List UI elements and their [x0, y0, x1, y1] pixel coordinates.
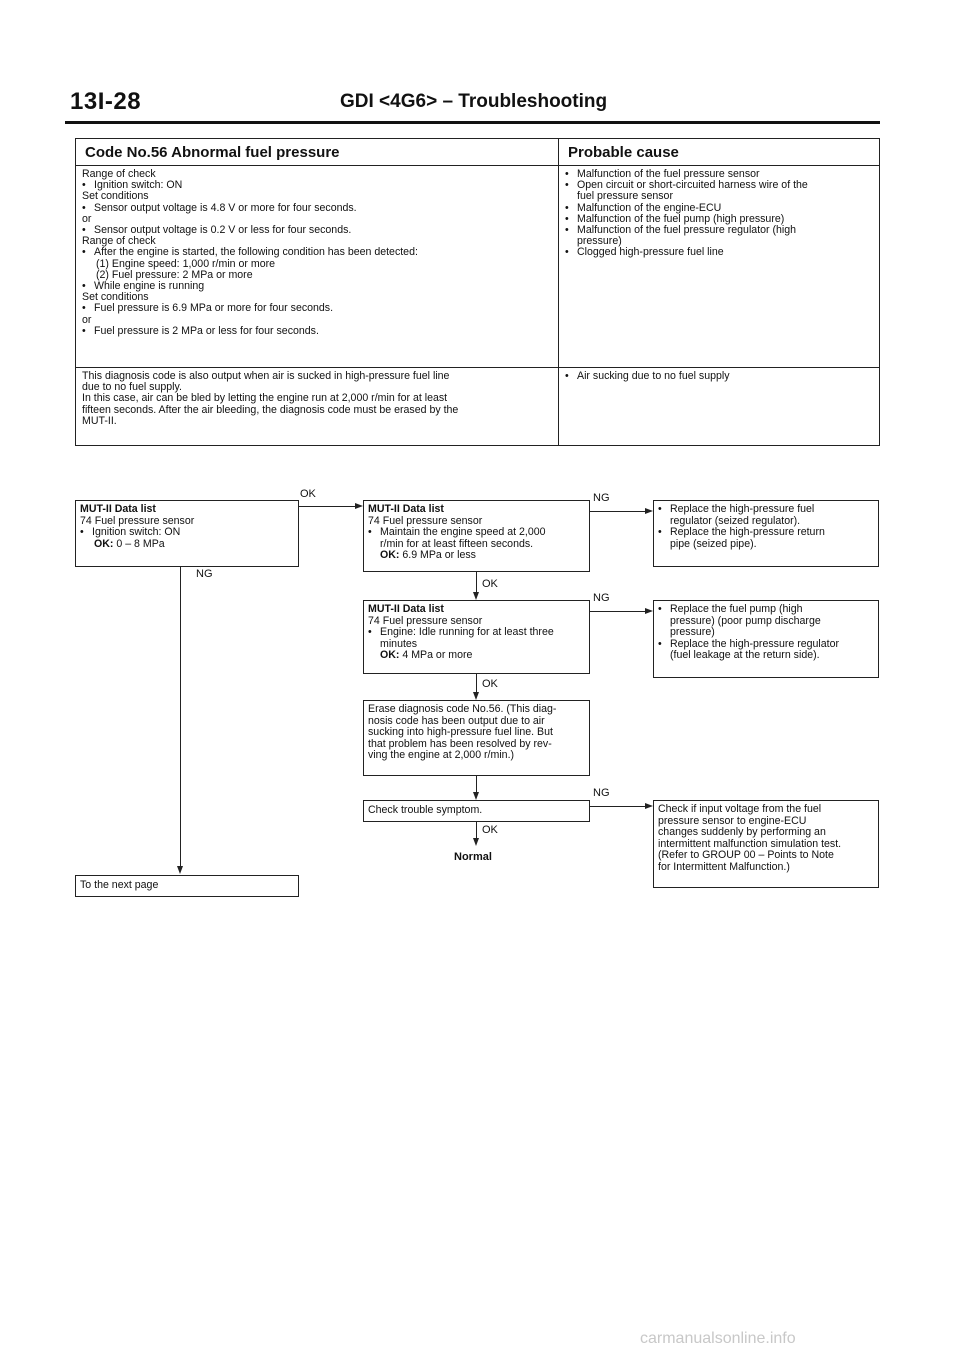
note-line: MUT-II.: [82, 414, 117, 427]
box4-line: ving the engine at 2,000 r/min.): [368, 749, 515, 761]
condition-line: Set conditions: [82, 190, 149, 203]
result-line: pressure) (poor pump discharge: [670, 614, 821, 627]
connector-ng-2: [590, 611, 645, 612]
result-line: pressure sensor to engine-ECU: [658, 814, 807, 827]
header-rule: [65, 121, 880, 124]
result-line: pressure): [670, 626, 715, 638]
normal-result: Normal: [454, 851, 492, 863]
result-line: • Replace the high-pressure regulator: [658, 637, 840, 650]
connector-ok-4: [476, 822, 477, 838]
note-text: [82, 371, 553, 427]
box4-line: Erase diagnosis code No.56. (This diag-: [368, 703, 557, 715]
next-page-box: To the next page: [75, 875, 299, 897]
note-cause-cell: • Air sucking due to no fuel supply: [559, 368, 880, 446]
condition-line: Range of check: [82, 168, 156, 180]
conditions-list: [82, 169, 553, 337]
condition-line: or: [82, 313, 92, 326]
cause-line: • Malfunction of the fuel pump (high pressure): [565, 212, 785, 225]
result-line: Check if input voltage from the fuel: [658, 803, 822, 815]
arrow-down-icon: [177, 866, 183, 874]
arrow-down-icon: [473, 592, 479, 600]
note-cell: [76, 368, 559, 446]
note-cause: Air sucking due to no fuel supply: [577, 370, 730, 382]
connector-ng-left: [180, 567, 181, 867]
result-box-2: [653, 600, 879, 678]
result-line: pipe (seized pipe).: [670, 537, 757, 550]
result-line: (fuel leakage at the return side).: [670, 649, 820, 661]
watermark: carmanualsonline.info: [640, 1330, 796, 1347]
condition-line: Range of check: [82, 235, 156, 248]
result-line: • Replace the high-pressure fuel: [658, 503, 815, 515]
condition-line: • After the engine is started, the following condition has been detected:: [82, 246, 418, 259]
condition-line: • Fuel pressure is 2 MPa or less for four seconds.: [82, 324, 319, 337]
label-ok-4: OK: [482, 824, 498, 836]
result-line: changes suddenly by performing an: [658, 826, 826, 838]
label-ng-2: NG: [593, 592, 610, 604]
cause-line: • Open circuit or short-circuited harness wire of the: [565, 179, 808, 192]
result-line: intermittent malfunction simulation test.: [658, 837, 842, 850]
note-line: fifteen seconds. After the air bleeding, the diagnosis code must be erased by the: [82, 403, 459, 416]
result-line: regulator (seized regulator).: [670, 514, 801, 527]
arrow-down-icon: [473, 792, 479, 800]
arrow-down-icon: [473, 692, 479, 700]
box4-line: nosis code has been output due to air: [368, 714, 545, 727]
label-ng-left: NG: [196, 568, 213, 580]
note-line: This diagnosis code is also output when air is sucked in high-pressure fuel line: [82, 370, 450, 382]
result-box-3: [653, 800, 879, 888]
flow-box-5: Check trouble symptom.: [363, 800, 590, 822]
condition-line: Set conditions: [82, 291, 149, 304]
diagnosis-table: [75, 138, 880, 446]
cause-line: pressure): [577, 235, 622, 248]
label-ok-2: OK: [482, 578, 498, 590]
flow-box-2: MUT-II Data list 74 Fuel pressure sensor • Maintain the engine speed at 2,000 r/min for at least fifteen seconds. OK: 6.9 MPa or less: [363, 500, 590, 572]
condition-line: • Fuel pressure is 6.9 MPa or more for four seconds.: [82, 302, 334, 315]
causes-list: [565, 169, 874, 259]
condition-line: • Sensor output voltage is 0.2 V or less for four seconds.: [82, 224, 352, 237]
box4-line: that problem has been resolved by rev-: [368, 737, 552, 750]
condition-line: (1) Engine speed: 1,000 r/min or more: [96, 257, 276, 270]
note-line: due to no fuel supply.: [82, 381, 182, 394]
flow-box-4: [363, 700, 590, 776]
condition-line: (2) Fuel pressure: 2 MPa or more: [96, 268, 253, 281]
result-line: (Refer to GROUP 00 – Points to Note: [658, 849, 834, 861]
connector-ng-3: [590, 806, 645, 807]
result-line: • Replace the fuel pump (high: [658, 603, 803, 615]
arrow-down-icon: [473, 838, 479, 846]
connector-ok-3: [476, 674, 477, 692]
cause-line: • Malfunction of the engine-ECU: [565, 201, 722, 214]
cause-line: fuel pressure sensor: [577, 190, 673, 203]
note-line: In this case, air can be bled by letting the engine run at 2,000 r/min for at least: [82, 392, 448, 405]
cause-line: • Clogged high-pressure fuel line: [565, 246, 724, 259]
condition-line: • Ignition switch: ON: [82, 179, 183, 192]
label-ng-3: NG: [593, 787, 610, 799]
connector-ok-2: [476, 572, 477, 592]
label-ng-1: NG: [593, 492, 610, 504]
code-header: Code No.56 Abnormal fuel pressure: [76, 139, 559, 166]
flow-box-3: MUT-II Data list 74 Fuel pressure sensor • Engine: Idle running for at least three minutes OK: 4 MPa or more: [363, 600, 590, 674]
connector-4: [476, 776, 477, 792]
result-line: for Intermittent Malfunction.): [658, 860, 790, 873]
box4-line: sucking into high-pressure fuel line. But: [368, 726, 553, 738]
causes-cell: [559, 166, 880, 368]
flow-box-1: MUT-II Data list 74 Fuel pressure sensor • Ignition switch: ON OK: 0 – 8 MPa: [75, 500, 299, 567]
arrow-right-icon: [355, 503, 363, 509]
page-number: 13I-28: [70, 88, 142, 115]
condition-line: • While engine is running: [82, 280, 205, 293]
result-line: • Replace the high-pressure return: [658, 526, 825, 538]
arrow-right-icon: [645, 803, 653, 809]
label-ok-1: OK: [300, 488, 316, 500]
conditions-cell: [76, 166, 559, 368]
condition-line: or: [82, 212, 92, 225]
result-box-1: [653, 500, 879, 567]
probable-cause-header: Probable cause: [559, 139, 880, 166]
arrow-right-icon: [645, 608, 653, 614]
connector-ng-1: [590, 511, 645, 512]
cause-line: • Malfunction of the fuel pressure regulator (high: [565, 224, 797, 237]
page-title: GDI <4G6> – Troubleshooting: [340, 91, 608, 112]
arrow-right-icon: [645, 508, 653, 514]
connector-ok-1: [299, 506, 355, 507]
condition-line: • Sensor output voltage is 4.8 V or more for four seconds.: [82, 201, 357, 214]
label-ok-3: OK: [482, 678, 498, 690]
cause-line: • Malfunction of the fuel pressure sensor: [565, 168, 760, 180]
